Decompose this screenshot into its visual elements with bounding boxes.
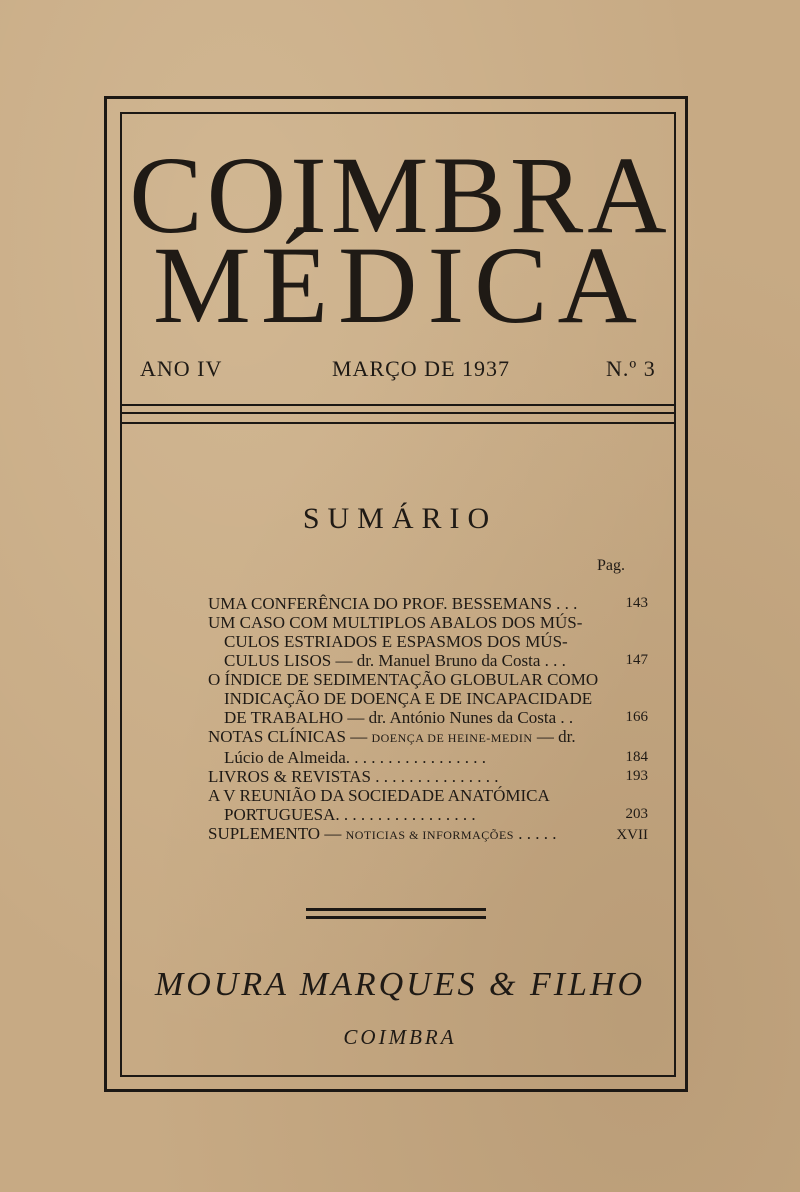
- table-of-contents: [208, 594, 648, 845]
- divider-rule: [120, 412, 676, 414]
- toc-entry-text: NOTAS CLÍNICAS —: [208, 727, 368, 746]
- toc-entry-line: INDICAÇÃO DE DOENÇA E DE INCAPACIDADE: [224, 689, 593, 708]
- journal-title-line2: MÉDICA: [153, 224, 647, 346]
- toc-entry-page: XVII: [616, 827, 648, 843]
- summary-heading: SUMÁRIO: [302, 502, 498, 535]
- toc-entry-subject: DOENÇA DE HEINE-MEDIN: [371, 731, 533, 745]
- journal-title-line1: COIMBRA: [129, 134, 671, 256]
- toc-entry: [208, 786, 648, 824]
- toc-entry-line: [208, 727, 648, 748]
- toc-entry: [208, 594, 648, 613]
- issue-number: N.º 3: [606, 356, 656, 381]
- toc-entry-page: 184: [625, 749, 648, 765]
- ornament-rule: [306, 908, 486, 911]
- publisher-name: MOURA MARQUES & FILHO: [154, 966, 646, 1003]
- publisher-city: COIMBRA: [343, 1025, 457, 1049]
- toc-entry-text: — dr.: [536, 727, 576, 746]
- toc-entry: [208, 767, 648, 786]
- toc-entry-page: 166: [625, 709, 648, 725]
- page-column-label: Pag.: [597, 557, 625, 574]
- toc-entry: [208, 824, 648, 845]
- toc-entry-line: Lúcio de Almeida. . . . . . . . . . . . . . . . .: [224, 748, 487, 767]
- toc-entry-line: [208, 824, 648, 845]
- toc-entry-text: . . . . .: [518, 824, 557, 843]
- toc-entry-page: 143: [625, 595, 648, 611]
- toc-entry-text: SUPLEMENTO —: [208, 824, 342, 843]
- toc-entry-subject: NOTICIAS & INFORMAÇÕES: [345, 828, 514, 842]
- divider-rule: [120, 422, 676, 424]
- toc-entry: [208, 670, 648, 727]
- toc-entry-line: UMA CONFERÊNCIA DO PROF. BESSEMANS . . .: [208, 594, 578, 613]
- issue-year: ANO IV: [140, 356, 223, 381]
- toc-entry-line: DE TRABALHO — dr. António Nunes da Costa . .: [224, 708, 574, 727]
- ornament-rule: [306, 916, 486, 919]
- toc-entry-line: O ÍNDICE DE SEDIMENTAÇÃO GLOBULAR COMO: [208, 670, 599, 689]
- toc-entry-line: UM CASO COM MULTIPLOS ABALOS DOS MÚS-: [208, 613, 583, 632]
- toc-entry: [208, 727, 648, 767]
- toc-entry-page: 203: [625, 806, 648, 822]
- toc-entry: [208, 613, 648, 670]
- toc-entry-page: 147: [625, 652, 648, 668]
- toc-entry-line: PORTUGUESA. . . . . . . . . . . . . . . . .: [224, 805, 476, 824]
- toc-entry-line: LIVROS & REVISTAS . . . . . . . . . . . . . . .: [208, 767, 499, 786]
- divider-rule: [120, 404, 676, 406]
- toc-entry-line: CULUS LISOS — dr. Manuel Bruno da Costa . . .: [224, 651, 566, 670]
- toc-entry-page: 193: [625, 768, 648, 784]
- toc-entry-line: CULOS ESTRIADOS E ESPASMOS DOS MÚS-: [224, 632, 568, 651]
- toc-entry-line: A V REUNIÃO DA SOCIEDADE ANATÓMICA: [208, 786, 550, 805]
- issue-date: MARÇO DE 1937: [332, 356, 511, 381]
